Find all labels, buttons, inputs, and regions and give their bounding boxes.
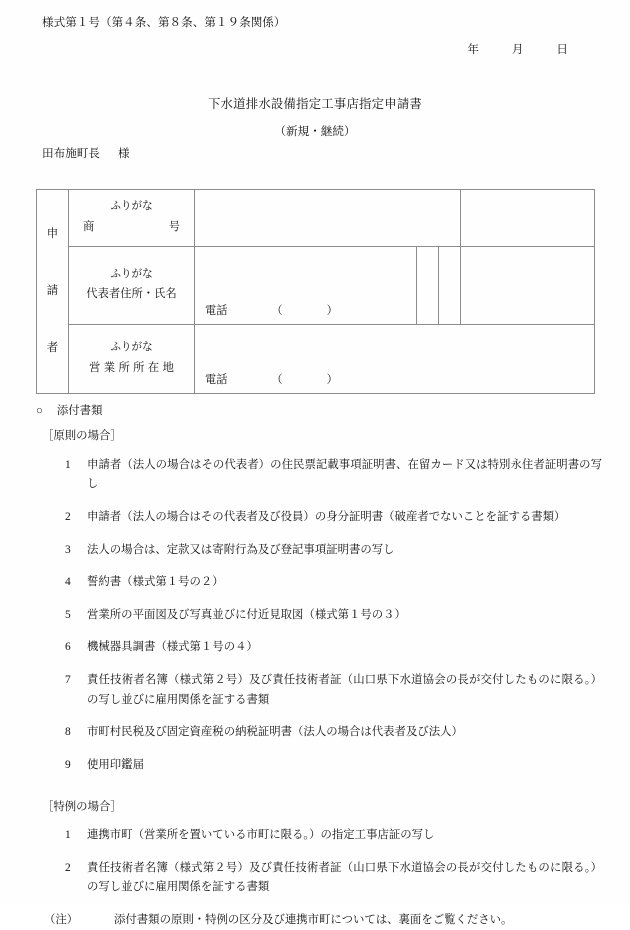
item-text: 市町村民税及び固定資産税の納税証明書（法人の場合は代表者及び法人） — [87, 726, 463, 739]
tel-paren-open-office: （ — [271, 373, 283, 386]
side-char-1: 申 — [46, 227, 59, 240]
input-trade-name[interactable] — [195, 190, 461, 247]
attachments-heading — [36, 406, 602, 417]
attachments-section — [36, 406, 602, 930]
input-representative[interactable] — [195, 247, 417, 325]
input-representative-seal-2[interactable] — [439, 247, 461, 325]
item-number: 4 — [65, 576, 71, 589]
principle-items-list — [36, 456, 602, 776]
applicant-side-label — [37, 190, 69, 394]
tel-label-office: 電話 — [205, 373, 228, 386]
tel-paren-close-office: ） — [326, 373, 338, 386]
label-representative — [69, 247, 195, 325]
special-case-heading: ［特例の場合］ — [42, 800, 122, 813]
special-items-list — [36, 826, 602, 898]
list-item — [36, 859, 602, 898]
trade-name-label — [69, 222, 194, 233]
addressee-honorific: 様 — [117, 147, 130, 160]
item-text: 機械器具調書（様式第１号の４） — [87, 641, 258, 654]
list-item — [36, 541, 602, 561]
addressee-line — [42, 148, 130, 160]
input-representative-seal-1[interactable] — [417, 247, 439, 325]
furigana-label-office-address: ふりがな — [110, 342, 153, 354]
item-number: 3 — [65, 543, 71, 556]
table-row-office-address — [37, 325, 595, 394]
label-trade-name — [69, 190, 195, 247]
item-number: 5 — [65, 608, 71, 621]
section-spacer — [36, 789, 602, 802]
side-char-2: 請 — [46, 284, 59, 297]
item-text: 営業所の平面図及び写真並びに付近見取図（様式第１号の３） — [87, 608, 406, 621]
item-text: 責任技術者名簿（様式第２号）及び責任技術者証（山口県下水道協会の長が交付したものに限る。）の写し並びに雇用関係を証する書類 — [87, 861, 602, 894]
item-number: 1 — [65, 458, 71, 471]
office-tel-line — [205, 375, 338, 386]
item-text: 誓約書（様式第１号の２） — [87, 576, 224, 589]
item-text: 申請者（法人の場合はその代表者及び役員）の身分証明書（破産者でないことを証する書類） — [87, 511, 566, 524]
footnote-marker: （注） — [44, 913, 79, 926]
item-number: 8 — [65, 726, 71, 739]
item-number: 2 — [65, 861, 71, 874]
list-item — [36, 456, 602, 495]
tel-paren-close-representative: ） — [326, 304, 338, 317]
attachments-heading-text: 添付書類 — [56, 405, 103, 417]
list-item — [36, 671, 602, 710]
date-month-label: 月 — [511, 43, 524, 56]
footnote — [36, 911, 602, 930]
label-office-address — [69, 325, 195, 394]
side-char-3: 者 — [46, 341, 59, 354]
item-number: 7 — [65, 674, 71, 687]
list-item — [36, 723, 602, 743]
item-text: 使用印鑑届 — [87, 758, 144, 771]
trade-name-label-left: 商 — [83, 220, 95, 233]
item-number: 6 — [65, 641, 71, 654]
circle-marker-icon: ○ — [36, 405, 43, 417]
applicant-table — [36, 189, 595, 394]
item-number: 2 — [65, 511, 71, 524]
trade-name-label-right: 号 — [168, 220, 180, 233]
footnote-text: 添付書類の原則・特例の区分及び連携市町については、裏面をご覧ください。 — [114, 913, 513, 926]
item-text: 責任技術者名簿（様式第２号）及び責任技術者証（山口県下水道協会の長が交付したものに限る。）の写し並びに雇用関係を証する書類 — [87, 674, 602, 706]
representative-label: 代表者住所・氏名 — [86, 288, 177, 301]
table-row-representative — [37, 247, 595, 325]
date-year-label: 年 — [467, 43, 479, 56]
form-number: 様式第１号（第４条、第８条、第１９条関係） — [42, 16, 286, 29]
list-item — [36, 508, 602, 528]
list-item — [36, 573, 602, 593]
date-line — [467, 44, 568, 56]
item-number: 1 — [65, 828, 71, 841]
input-trade-name-extra[interactable] — [461, 190, 595, 247]
item-text: 申請者（法人の場合はその代表者）の住民票記載事項証明書、在留カード又は特別永住者証明書の写し — [87, 458, 602, 491]
addressee-name: 田布施町長 — [42, 147, 100, 160]
document-subtitle: （新規・継続） — [274, 125, 356, 138]
list-item — [36, 756, 602, 776]
furigana-label-trade-name: ふりがな — [110, 201, 153, 213]
input-representative-extra[interactable] — [461, 247, 595, 325]
item-text: 法人の場合は、定款又は寄附行為及び登記事項証明書の写し — [87, 543, 395, 556]
office-address-label: 営業所所在地 — [89, 361, 178, 374]
representative-tel-line — [205, 306, 338, 317]
input-office-address[interactable] — [195, 325, 595, 394]
furigana-label-representative: ふりがな — [110, 268, 153, 280]
document-title: 下水道排水設備指定工事店指定申請書 — [207, 97, 423, 111]
list-item — [36, 606, 602, 626]
item-number: 9 — [65, 758, 71, 771]
tel-paren-open-representative: （ — [271, 304, 283, 317]
tel-label-representative: 電話 — [205, 304, 228, 317]
date-day-label: 日 — [556, 43, 568, 56]
table-row-trade-name — [37, 190, 595, 247]
list-item — [36, 826, 602, 846]
principle-case-heading: ［原則の場合］ — [42, 430, 122, 443]
item-text: 連携市町（営業所を置いている市町に限る。）の指定工事店証の写し — [87, 828, 435, 841]
list-item — [36, 638, 602, 658]
